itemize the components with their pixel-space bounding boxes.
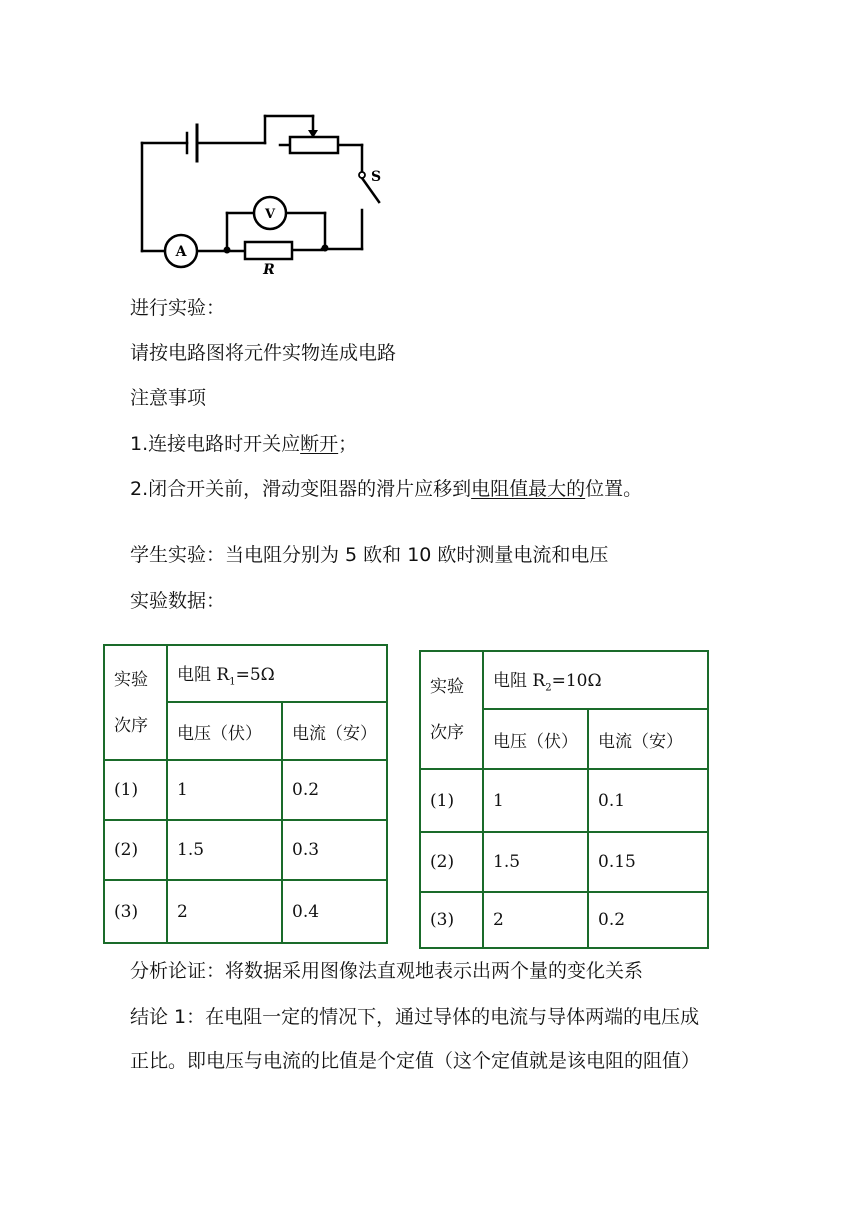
order-header: 实验 次序 xyxy=(104,645,167,760)
current-header: 电流（安） xyxy=(588,709,708,769)
table-row: (2) 1.5 0.15 xyxy=(420,832,708,892)
table-row: (3) 2 0.4 xyxy=(104,880,387,943)
table-row: (1) 1 0.1 xyxy=(420,769,708,832)
notes-heading: 注意事项 xyxy=(130,387,207,409)
data-table-r1 xyxy=(103,644,388,944)
ammeter-label: A xyxy=(175,244,187,260)
conclusion-line-2: 正比。即电压与电流的比值是个定值（这个定值就是该电阻的阻值） xyxy=(130,1050,701,1072)
analysis-text: 分析论证：将数据采用图像法直观地表示出两个量的变化关系 xyxy=(130,960,644,982)
table-row: (1) 1 0.2 xyxy=(104,760,387,820)
junction-dot xyxy=(224,247,231,254)
note-2 xyxy=(130,475,642,503)
note-2-answer: 电阻值最大的 xyxy=(471,478,586,500)
note-1-suffix: ； xyxy=(338,433,358,455)
data-table-r2 xyxy=(419,650,709,949)
order-header: 实验 次序 xyxy=(420,651,483,769)
conclusion-line-1: 结论 1：在电阻一定的情况下，通过导体的电流与导体两端的电压成 xyxy=(130,1006,700,1028)
voltage-header: 电压（伏） xyxy=(483,709,588,769)
resistance-header: 电阻 $R_1=5\Omega$ xyxy=(167,645,387,702)
resistance-header: 电阻 $R_2=10\Omega$ xyxy=(483,651,708,709)
switch-label: S xyxy=(371,169,382,185)
note-1-answer: 断开 xyxy=(300,433,339,455)
experiment-heading: 进行实验： xyxy=(130,297,226,319)
junction-dot xyxy=(322,245,329,252)
resistor-label: R xyxy=(263,262,275,278)
voltage-header: 电压（伏） xyxy=(167,702,282,760)
note-2-suffix: 位置。 xyxy=(585,478,643,500)
instruction-text: 请按电路图将元件实物连成电路 xyxy=(130,342,397,364)
note-2-prefix: 2.闭合开关前，滑动变阻器的滑片应移到 xyxy=(130,478,472,500)
table-row: (3) 2 0.2 xyxy=(420,892,708,948)
note-1-prefix: 1.连接电路时开关应 xyxy=(130,433,301,455)
note-1 xyxy=(130,430,357,458)
circuit-diagram xyxy=(0,0,420,290)
switch-contact xyxy=(359,172,365,178)
data-heading: 实验数据： xyxy=(130,590,226,612)
voltmeter-label: V xyxy=(264,207,276,222)
rheostat xyxy=(290,137,338,153)
current-header: 电流（安） xyxy=(282,702,387,760)
resistor xyxy=(245,242,292,259)
table-row: (2) 1.5 0.3 xyxy=(104,820,387,880)
student-experiment-text: 学生实验：当电阻分别为 5 欧和 10 欧时测量电流和电压 xyxy=(130,544,609,566)
